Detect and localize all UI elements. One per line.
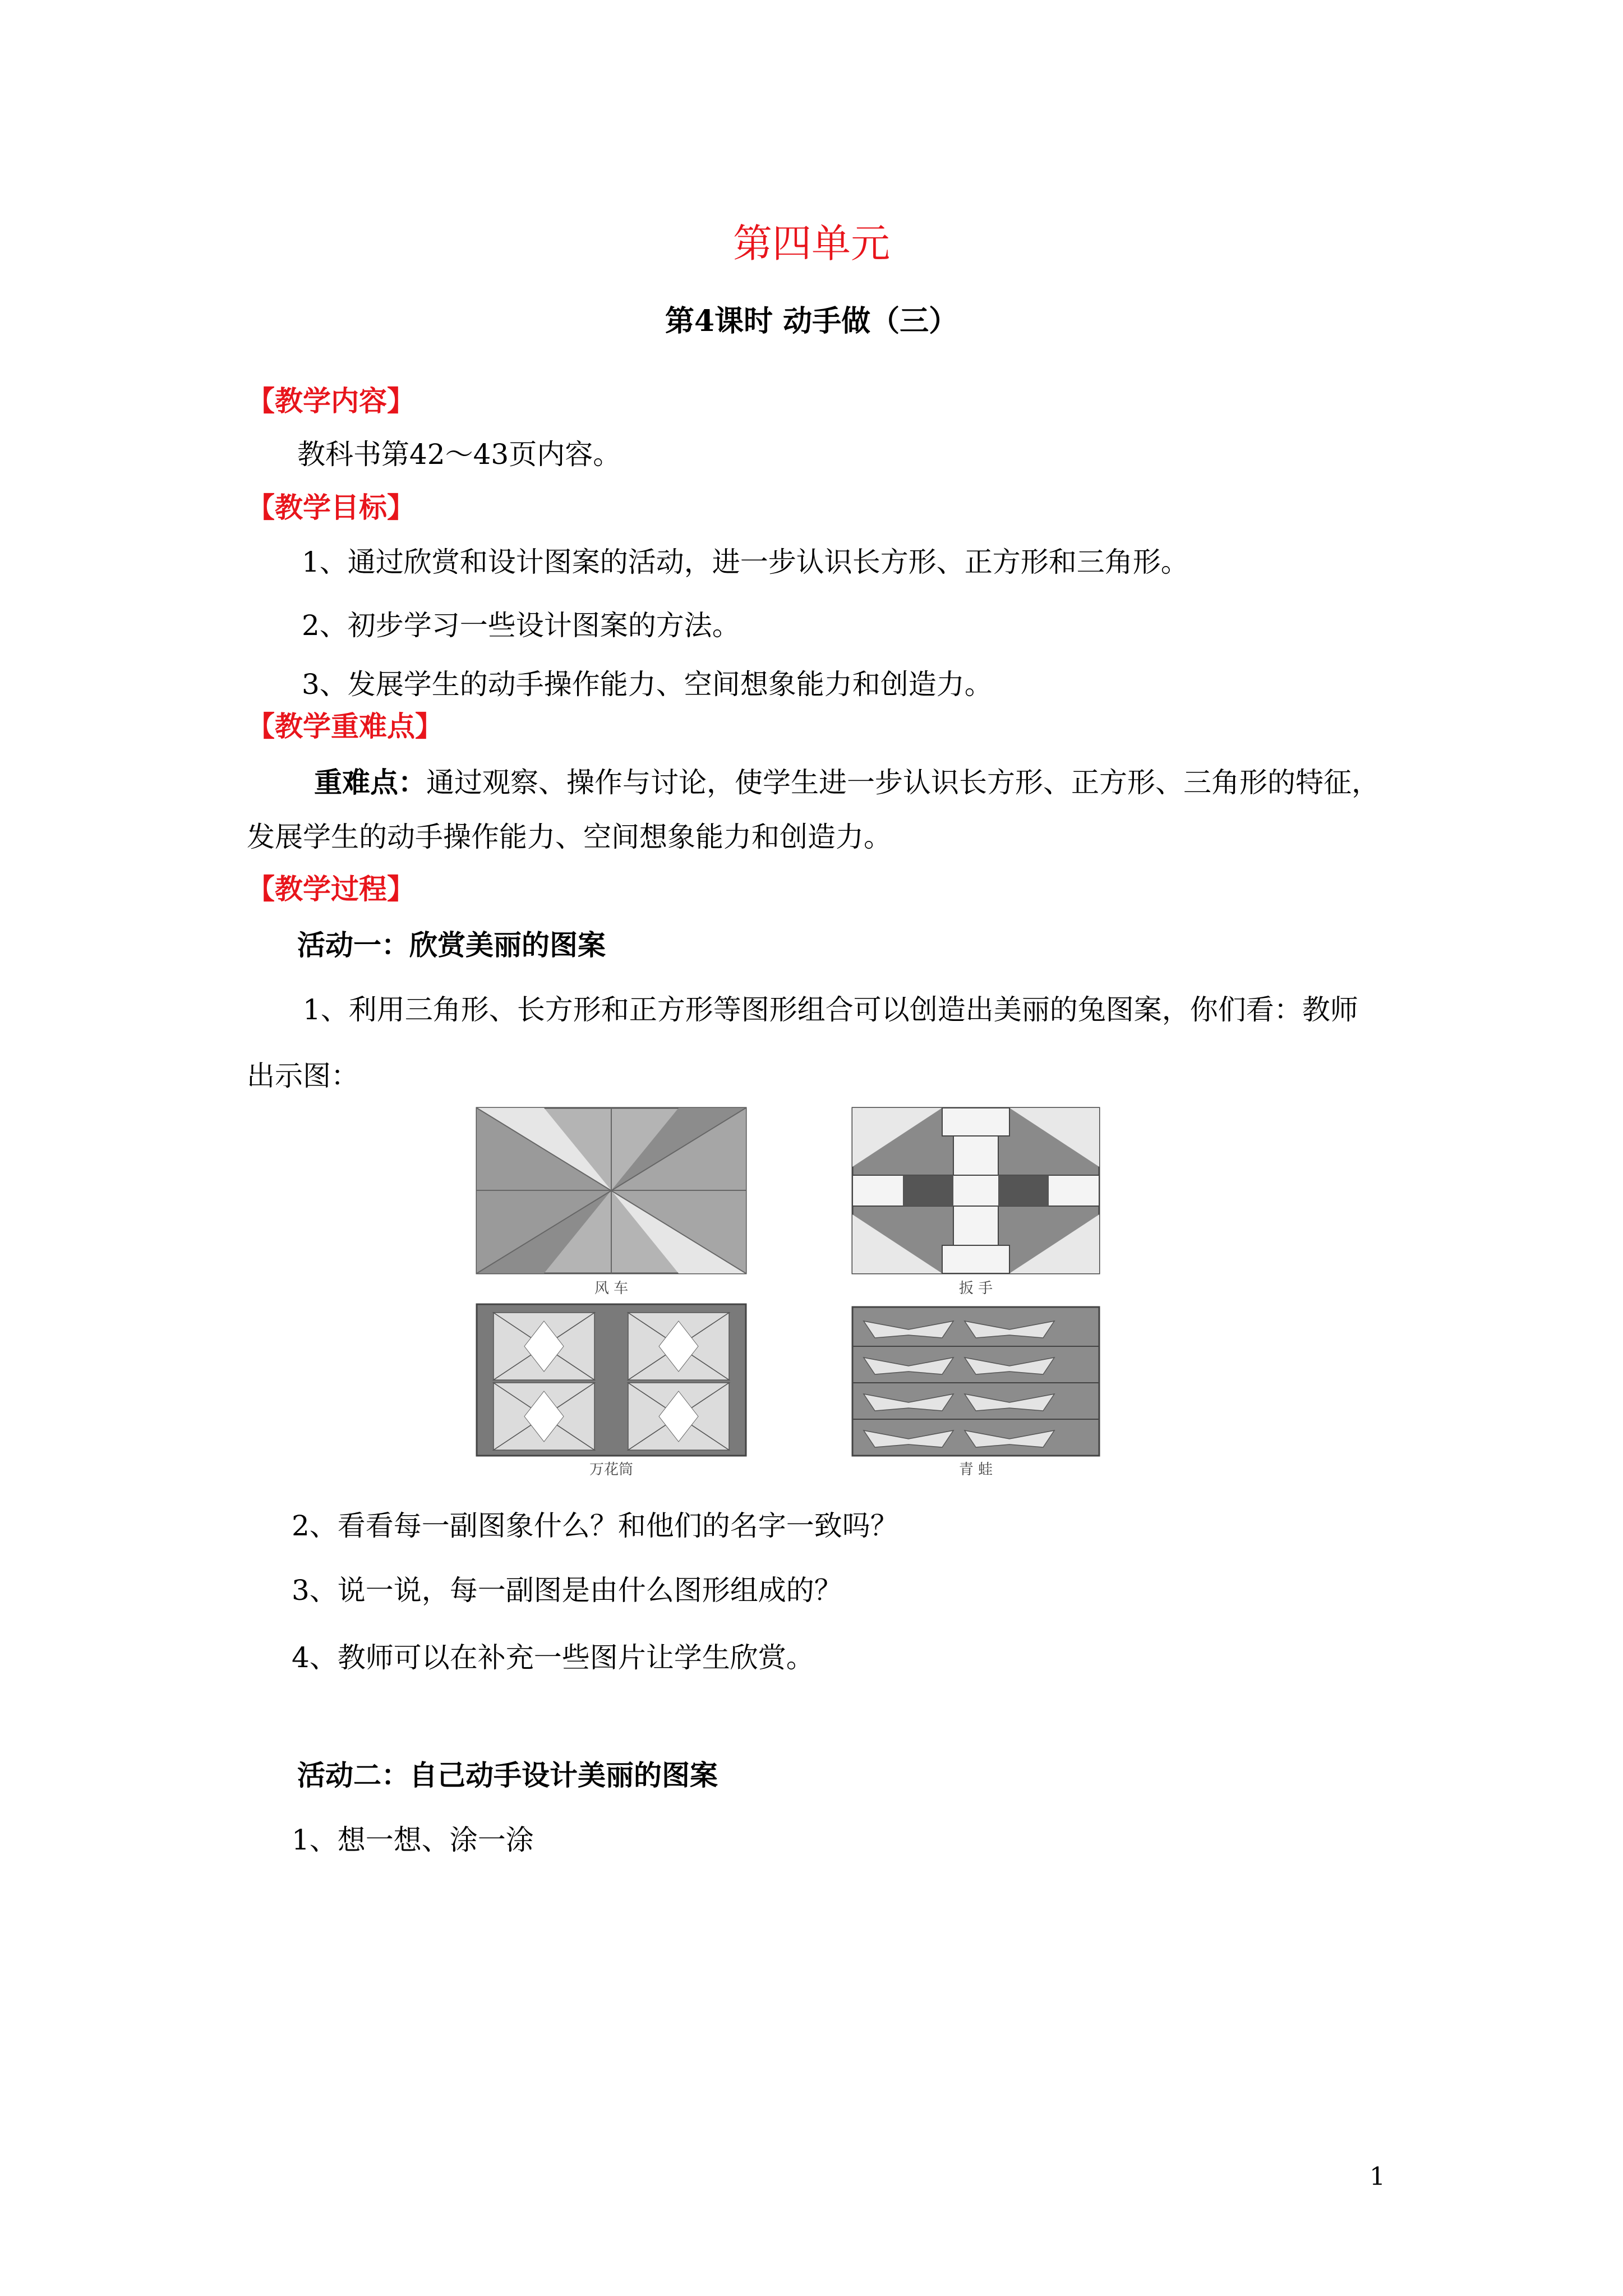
key-points-text-1: 通过观察、操作与讨论，使学生进一步认识长方形、正方形、三角形的特征，	[426, 766, 1380, 799]
activity-1-step-3: 3、说一说，每一副图是由什么图形组成的？	[292, 1574, 842, 1607]
activity-1-step-4: 4、教师可以在补充一些图片让学生欣赏。	[292, 1641, 814, 1674]
teaching-content-text: 教科书第42～43页内容。	[297, 438, 621, 471]
lesson-subtitle: 第4课时 动手做（三）	[665, 304, 958, 338]
page-number: 1	[1370, 2162, 1385, 2191]
windmill-caption: 风 车	[594, 1280, 629, 1297]
activity-1-step-1b: 出示图：	[247, 1060, 359, 1092]
activity-1-step-2: 2、看看每一副图象什么？和他们的名字一致吗？	[292, 1510, 898, 1542]
key-points-line-1	[314, 760, 1380, 800]
pattern-figure	[460, 1099, 1127, 1481]
frog-caption: 青 蛙	[958, 1461, 993, 1478]
key-points-heading: 【教学重难点】	[247, 710, 443, 743]
activity-2-title: 活动二：自己动手设计美丽的图案	[297, 1759, 718, 1792]
wrench-caption: 扳 手	[958, 1280, 993, 1297]
goal-1: 1、通过欣赏和设计图案的活动，进一步认识长方形、正方形和三角形。	[302, 546, 1189, 578]
activity-1-step-1a: 1、利用三角形、长方形和正方形等图形组合可以创造出美丽的兔图案，你们看：教师	[303, 993, 1358, 1026]
key-points-label: 重难点：	[314, 766, 426, 799]
teaching-goals-heading: 【教学目标】	[247, 491, 415, 524]
pattern-illustrations	[460, 1099, 1127, 1481]
goal-3: 3、发展学生的动手操作能力、空间想象能力和创造力。	[302, 668, 993, 701]
activity-1-title: 活动一：欣赏美丽的图案	[297, 928, 606, 961]
activity-2-step-1: 1、想一想、涂一涂	[292, 1824, 534, 1856]
goal-2: 2、初步学习一些设计图案的方法。	[302, 609, 740, 642]
teaching-content-heading: 【教学内容】	[247, 384, 415, 417]
teaching-process-heading: 【教学过程】	[247, 872, 415, 905]
kaleidoscope-caption: 万花筒	[589, 1461, 634, 1478]
frog-pattern	[852, 1307, 1099, 1478]
kaleidoscope-pattern	[477, 1304, 746, 1478]
wrench-pattern	[852, 1108, 1099, 1297]
windmill-pattern	[477, 1108, 746, 1297]
key-points-line-2: 发展学生的动手操作能力、空间想象能力和创造力。	[247, 821, 892, 853]
page-title: 第四单元	[733, 220, 890, 266]
